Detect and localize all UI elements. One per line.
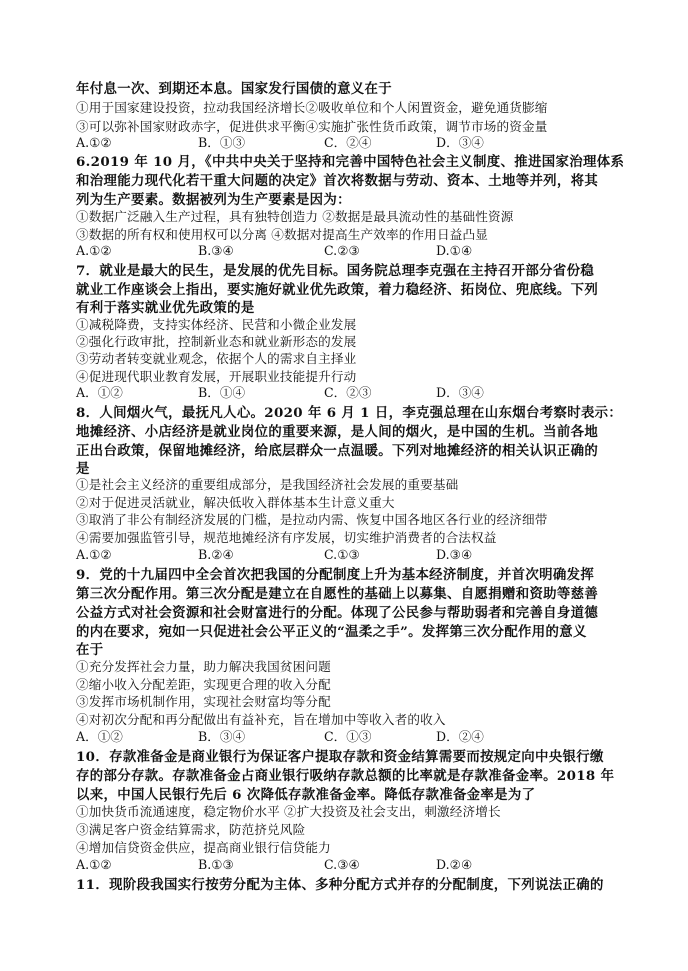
option-b: B.①③: [198, 857, 234, 872]
choice-statement: ④促进现代职业教育发展，开展职业技能提升行动: [76, 369, 357, 384]
choice-statement: ①用于国家建设投资，拉动我国经济增长②吸收单位和个人闲置资金，避免通货膨缩: [76, 100, 548, 115]
option-d: D.①④: [436, 243, 473, 258]
question-stem-line: 年付息一次、到期还本息。国家发行国债的意义在于: [76, 81, 393, 97]
question-stem-line: 存的部分存款。存款准备金占商业银行吸纳存款总额的比率就是存款准备金率。2018 年: [76, 768, 615, 784]
choice-statement: ③数据的所有权和使用权可以分离 ④数据对提高生产效率的作用日益凸显: [76, 227, 488, 242]
answer-options-q6: [76, 242, 616, 260]
choice-statement: ③取消了非公有制经济发展的门槛，是拉动内需、恢复中国各地区各行业的经济细带: [76, 512, 548, 527]
choice-statement: ④增加信贷资金供应，提高商业银行信贷能力: [76, 840, 331, 855]
option-b: B．③④: [198, 729, 246, 744]
answer-options-q5: [76, 134, 616, 152]
option-c: C.②③: [324, 243, 360, 258]
question-stem-line: 有利于落实就业优先政策的是: [76, 300, 255, 316]
choice-statement: ③劳动者转变就业观念，依据个人的需求自主择业: [76, 351, 357, 366]
choice-statement: ①是社会主义经济的重要组成部分，是我国经济社会发展的重要基础: [76, 477, 459, 492]
choice-statement: ①加快货币流通速度，稳定物价水平 ②扩大投资及社会支出，刺激经济增长: [76, 804, 501, 819]
option-a: A.①②: [76, 857, 112, 872]
answer-options-q10: [76, 856, 616, 874]
answer-options-q9: [76, 728, 616, 746]
question-stem-line: 地摊经济、小店经济是就业岗位的重要来源，是人间的烟火，是中国的生机。当前各地: [76, 424, 599, 440]
option-a: A．①②: [76, 729, 123, 744]
choice-statement: ①数据广泛融入生产过程，具有独特创造力 ②数据是最具流动性的基础性资源: [76, 209, 514, 224]
option-d: D.③④: [436, 547, 473, 562]
question-stem-line: 正出台政策，保留地摊经济，给底层群众一点温暖。下列对地摊经济的相关认识正确的: [76, 443, 599, 459]
option-b: B．①④: [198, 385, 246, 400]
option-a: A.①②: [76, 547, 112, 562]
choice-statement: ②对于促进灵活就业，解决低收入群体基本生计意义重大: [76, 495, 395, 510]
option-d: D．②④: [436, 729, 484, 744]
option-c: C．①③: [324, 729, 372, 744]
choice-statement: ③满足客户资金结算需求，防范挤兑风险: [76, 822, 306, 837]
option-d: D.②④: [436, 857, 473, 872]
option-a: A．①②: [76, 385, 123, 400]
question-stem-line: 的内在要求，宛如一只促进社会公平正义的“温柔之手”。发挥第三次分配作用的意义: [76, 624, 587, 640]
answer-options-q8: [76, 546, 616, 564]
question-stem-line: 就业工作座谈会上指出，要实施好就业优先政策，着力稳经济、拓岗位、兜底线。下列: [76, 282, 599, 298]
question-stem-line: 6.2019 年 10 月，《中共中央关于坚持和完善中国特色社会主义制度、推进国家治理体系: [76, 154, 625, 170]
choice-statement: ②缩小收入分配差距，实现更合理的收入分配: [76, 677, 331, 692]
choice-statement: ③可以弥补国家财政赤字，促进供求平衡④实施扩张性货币政策，调节市场的资金量: [76, 119, 548, 134]
answer-options-q7: [76, 384, 616, 402]
question-stem-line: 以来，中国人民银行先后 6 次降低存款准备金率。降低存款准备金率是为了: [76, 787, 536, 803]
option-b: B.②④: [198, 547, 234, 562]
option-c: C.①③: [324, 547, 360, 562]
question-stem-line: 在于: [76, 642, 104, 658]
question-stem-line: 9．党的十九届四中全会首次把我国的分配制度上升为基本经济制度，并首次明确发挥: [76, 567, 595, 583]
option-b: B.③④: [198, 243, 234, 258]
option-d: D．③④: [436, 385, 484, 400]
choice-statement: ④需要加强监管引导，规范地摊经济有序发展，切实维护消费者的合法权益: [76, 530, 497, 545]
choice-statement: ④对初次分配和再分配做出有益补充，旨在增加中等收入者的收入: [76, 712, 446, 727]
choice-statement: ①减税降费，支持实体经济、民营和小微企业发展: [76, 317, 357, 332]
option-b: B．①③: [198, 135, 246, 150]
question-stem-line: 第三次分配作用。第三次分配是建立在自愿性的基础上以募集、自愿捐赠和资助等慈善: [76, 586, 599, 602]
option-d: D．③④: [436, 135, 484, 150]
question-stem-line: 公益方式对社会资源和社会财富进行的分配。体现了公民参与帮助弱者和完善自身道德: [76, 605, 599, 621]
question-stem-line: 8．人间烟火气，最抚凡人心。2020 年 6 月 1 日，李克强总理在山东烟台考察时表示：: [76, 405, 623, 421]
question-stem-line: 11．现阶段我国实行按劳分配为主体、多种分配方式并存的分配制度，下列说法正确的: [76, 877, 604, 893]
option-c: C．②③: [324, 385, 372, 400]
choice-statement: ③发挥市场机制作用，实现社会财富均等分配: [76, 694, 331, 709]
option-c: C.③④: [324, 857, 360, 872]
option-a: A.①②: [76, 135, 112, 150]
option-c: C．②④: [324, 135, 372, 150]
question-stem-line: 列为生产要素。数据被列为生产要素是因为：: [76, 192, 351, 208]
question-stem-line: 和治理能力现代化若干重大问题的决定》首次将数据与劳动、资本、土地等并列，将其: [76, 173, 599, 189]
question-stem-line: 是: [76, 461, 90, 477]
option-a: A.①②: [76, 243, 112, 258]
question-stem-line: 7．就业是最大的民生，是发展的优先目标。国务院总理李克强在主持召开部分省份稳: [76, 263, 595, 279]
choice-statement: ①充分发挥社会力量，助力解决我国贫困问题: [76, 659, 331, 674]
question-stem-line: 10．存款准备金是商业银行为保证客户提取存款和资金结算需要而按规定向中央银行缴: [76, 749, 604, 765]
choice-statement: ②强化行政审批，控制新业态和就业新形态的发展: [76, 334, 357, 349]
